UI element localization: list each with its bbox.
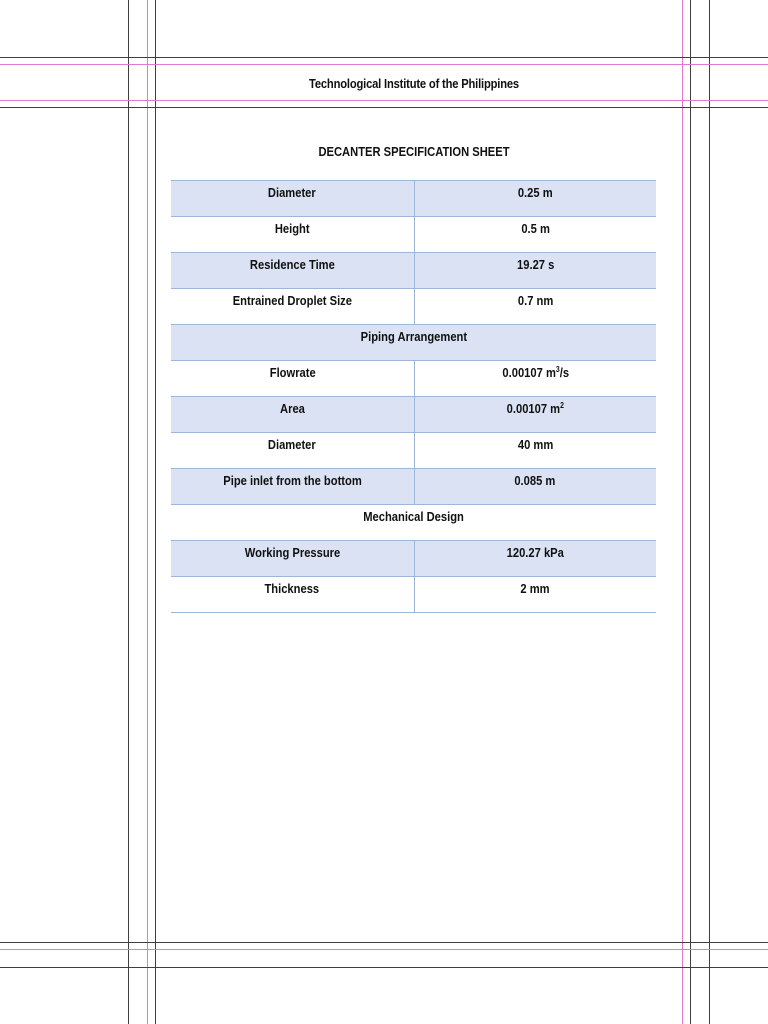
row-value: 40 mm — [414, 433, 656, 469]
row-label: Entrained Droplet Size — [171, 289, 414, 325]
row-label: Flowrate — [171, 361, 414, 397]
margin-guide-line — [0, 107, 768, 108]
table-row — [171, 433, 656, 469]
sheet-title: DECANTER SPECIFICATION SHEET — [318, 144, 510, 159]
row-value: 0.25 m — [414, 181, 656, 217]
table-row — [171, 361, 656, 397]
margin-guide-line — [0, 942, 768, 943]
table-row — [171, 469, 656, 505]
row-value: 0.00107 $m^2$ — [414, 397, 656, 433]
table-row — [171, 541, 656, 577]
margin-guide-line — [0, 967, 768, 968]
institute-header: Technological Institute of the Philippines — [309, 76, 519, 91]
row-value: 120.27 kPa — [414, 541, 656, 577]
row-value: 0.7 nm — [414, 289, 656, 325]
margin-guide-line — [0, 100, 768, 101]
row-label: Thickness — [171, 577, 414, 613]
section-heading-row — [171, 325, 656, 361]
specification-table — [171, 180, 656, 613]
table-row — [171, 397, 656, 433]
row-label: Working Pressure — [171, 541, 414, 577]
row-label: Area — [171, 397, 414, 433]
row-value: 19.27 s — [414, 253, 656, 289]
table-row — [171, 289, 656, 325]
row-value: 0.00107 $m^3/s$ — [414, 361, 656, 397]
margin-guide-line — [0, 64, 768, 65]
row-label: Diameter — [171, 181, 414, 217]
table-row — [171, 577, 656, 613]
row-label: Height — [171, 217, 414, 253]
margin-guide-line — [0, 949, 768, 950]
row-label: Pipe inlet from the bottom — [171, 469, 414, 505]
row-value: 2 mm — [414, 577, 656, 613]
row-value: 0.085 m — [414, 469, 656, 505]
table-row — [171, 217, 656, 253]
table-row — [171, 181, 656, 217]
margin-guide-line — [0, 57, 768, 58]
piping-heading: Piping Arrangement — [171, 325, 656, 361]
section-heading-row — [171, 505, 656, 541]
mechanical-heading: Mechanical Design — [171, 505, 656, 541]
table-row — [171, 253, 656, 289]
row-label: Diameter — [171, 433, 414, 469]
row-label: Residence Time — [171, 253, 414, 289]
row-value: 0.5 m — [414, 217, 656, 253]
